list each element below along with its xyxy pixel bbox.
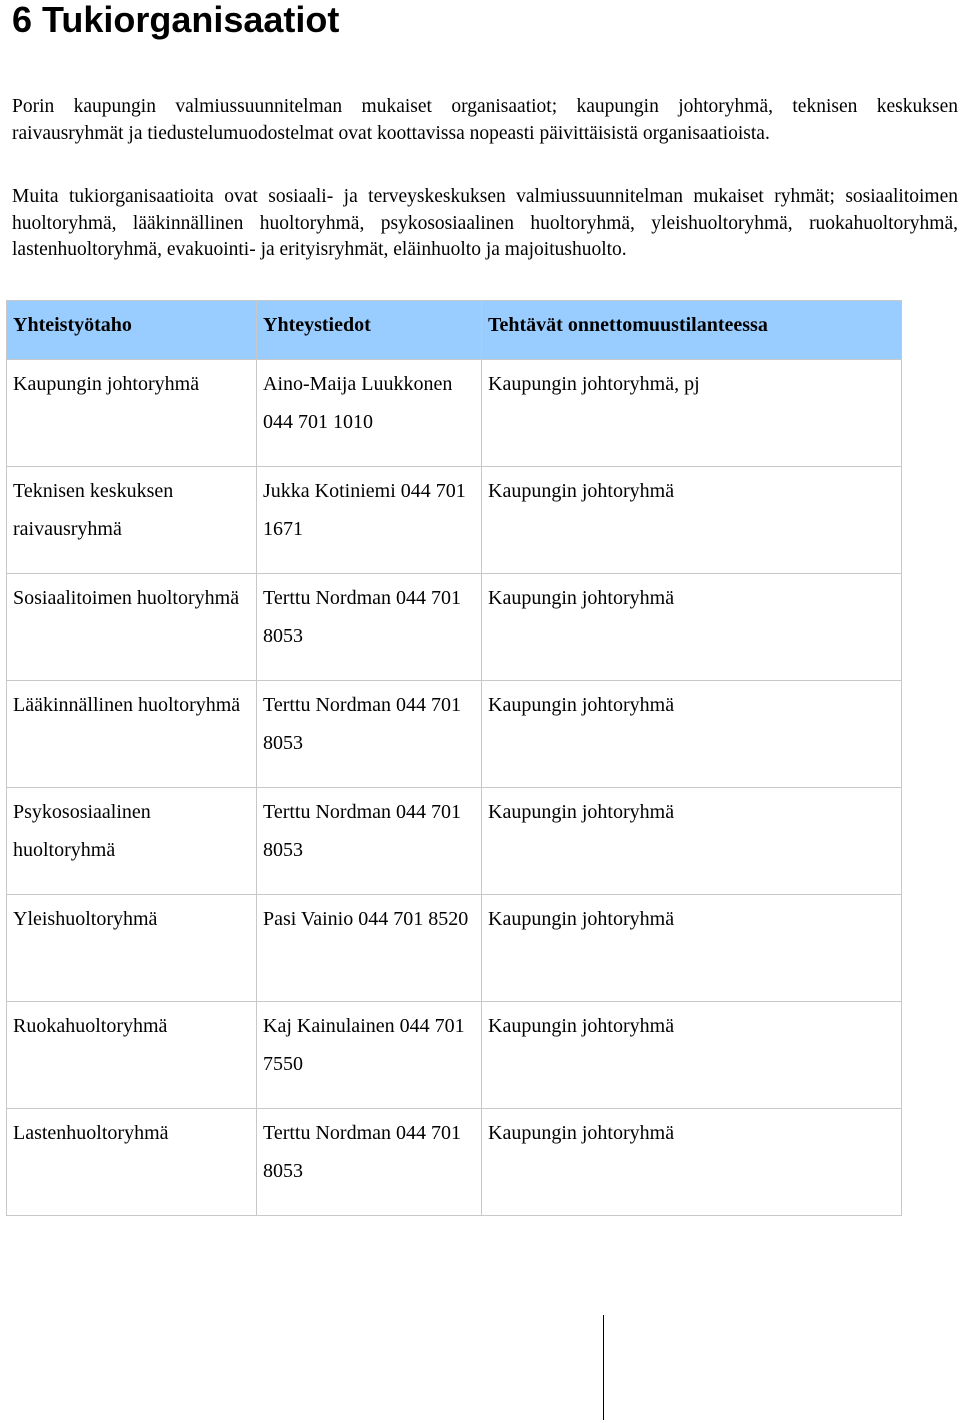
tasks-cell	[482, 1109, 902, 1216]
partner-cell-text: Lääkinnällinen huoltoryhmä	[13, 694, 241, 716]
support-organisations-paragraph: Muita tukiorganisaatioita ovat sosiaali- ja terveyskeskuksen valmiussuunnitelman mukaiset ryhmät; sosiaalitoimen huoltoryhmä, lääkinnällinen huoltoryhmä, psykososiaalinen huoltoryhmä, yleishuoltoryhmä, ruokahuoltoryhmä, lastenhuoltoryhmä, evakuointi- ja erityisryhmät, eläinhuolto ja majoitushuolto.	[12, 186, 958, 260]
tasks-cell-text: Kaupungin johtoryhmä, pj	[488, 373, 700, 395]
contact-cell-text: Terttu Nordman 044 701 8053	[263, 587, 462, 647]
partner-cell	[7, 360, 257, 467]
partner-cell	[7, 1109, 257, 1216]
table-row	[7, 360, 902, 467]
contact-cell	[257, 681, 482, 788]
partner-cell-text: Teknisen keskuksen raivausryhmä	[13, 480, 174, 540]
intro-paragraph: Porin kaupungin valmiussuunnitelman mukaiset organisaatiot; kaupungin johtoryhmä, teknisen keskuksen raivausryhmät ja tiedustelumuodostelmat ovat koottavissa nopeasti päivittäisistä organisaatioista.	[12, 96, 958, 144]
contact-cell	[257, 467, 482, 574]
tasks-cell-text: Kaupungin johtoryhmä	[488, 801, 675, 823]
tasks-cell-text: Kaupungin johtoryhmä	[488, 1122, 675, 1144]
partner-cell-text: Sosiaalitoimen huoltoryhmä	[13, 587, 240, 609]
contact-cell	[257, 895, 482, 1002]
tasks-cell	[482, 574, 902, 681]
contact-cell	[257, 1109, 482, 1216]
contact-cell	[257, 360, 482, 467]
contact-cell	[257, 788, 482, 895]
tasks-cell	[482, 467, 902, 574]
contact-cell-text: Terttu Nordman 044 701 8053	[263, 694, 462, 754]
tasks-cell-text: Kaupungin johtoryhmä	[488, 1015, 675, 1037]
partner-cell-text: Kaupungin johtoryhmä	[13, 373, 200, 395]
header-partner: Yhteistyötaho	[7, 301, 257, 360]
partner-cell-text: Ruokahuoltoryhmä	[13, 1015, 168, 1037]
tasks-cell	[482, 895, 902, 1002]
contact-cell-text: Jukka Kotiniemi 044 701 1671	[263, 480, 466, 540]
tasks-cell-text: Kaupungin johtoryhmä	[488, 908, 675, 930]
tasks-cell	[482, 360, 902, 467]
partner-cell	[7, 467, 257, 574]
contact-cell-text: Aino-Maija Luukkonen 044 701 1010	[263, 373, 453, 433]
header-tasks: Tehtävät onnettomuustilanteessa	[482, 301, 902, 360]
tasks-cell	[482, 1002, 902, 1109]
tasks-cell-text: Kaupungin johtoryhmä	[488, 694, 675, 716]
header-contact: Yhteystiedot	[257, 301, 482, 360]
tasks-cell	[482, 788, 902, 895]
table-row	[7, 788, 902, 895]
table-row	[7, 574, 902, 681]
partner-cell-text: Lastenhuoltoryhmä	[13, 1122, 169, 1144]
table-row	[7, 895, 902, 1002]
contact-cell	[257, 574, 482, 681]
table-header-row	[7, 301, 902, 360]
contacts-table	[6, 300, 902, 1216]
table-row	[7, 467, 902, 574]
partner-cell	[7, 681, 257, 788]
contact-cell-text: Kaj Kainulainen 044 701 7550	[263, 1015, 465, 1075]
partner-cell	[7, 1002, 257, 1109]
tasks-cell-text: Kaupungin johtoryhmä	[488, 587, 675, 609]
partner-cell-text: Psykososiaalinen huoltoryhmä	[13, 801, 151, 861]
tasks-cell	[482, 681, 902, 788]
contact-cell-text: Terttu Nordman 044 701 8053	[263, 801, 462, 861]
section-heading: 6 Tukiorganisaatiot	[12, 0, 340, 40]
table-row	[7, 1109, 902, 1216]
contact-cell-text: Pasi Vainio 044 701 8520	[263, 908, 469, 930]
partner-cell	[7, 788, 257, 895]
table-row	[7, 681, 902, 788]
partner-cell-text: Yleishuoltoryhmä	[13, 908, 158, 930]
table-row	[7, 1002, 902, 1109]
contact-cell-text: Terttu Nordman 044 701 8053	[263, 1122, 462, 1182]
tasks-cell-text: Kaupungin johtoryhmä	[488, 480, 675, 502]
contact-cell	[257, 1002, 482, 1109]
partner-cell	[7, 895, 257, 1002]
partner-cell	[7, 574, 257, 681]
table-body	[7, 360, 902, 1216]
vertical-divider-line	[603, 1315, 604, 1420]
